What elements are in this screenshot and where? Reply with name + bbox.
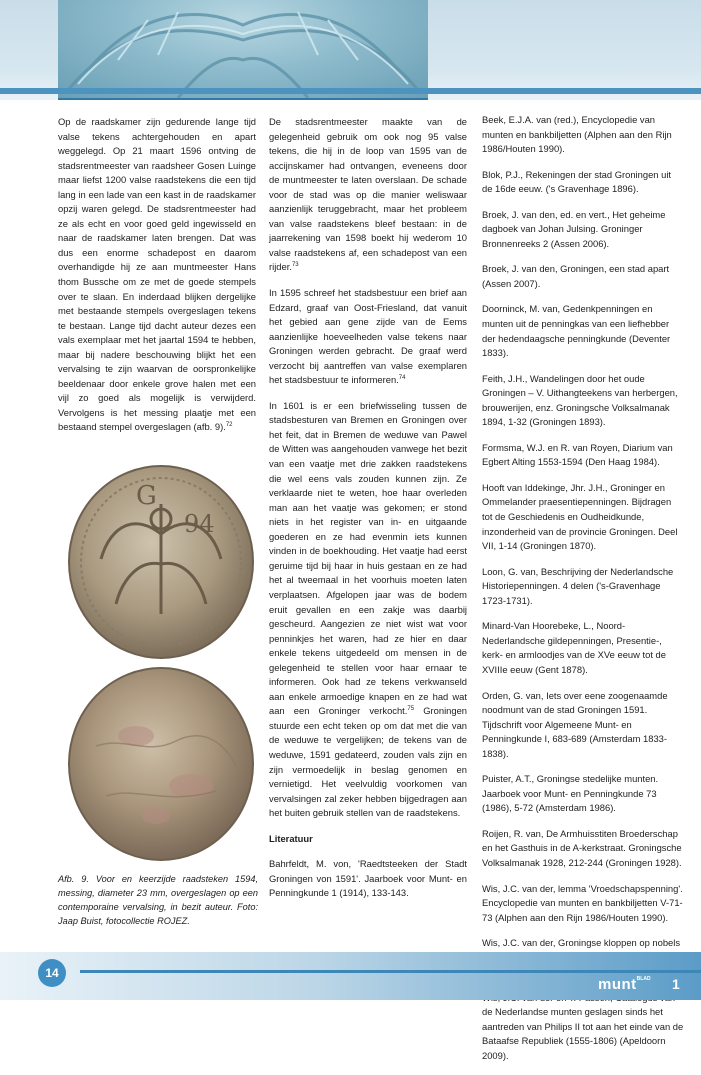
reference-entry: Broek, J. van den, Groningen, een stad apart (Assen 2007).: [482, 263, 670, 289]
column-1: [58, 115, 256, 446]
footer-rule: [80, 970, 701, 973]
reference-entry: Wis, J.C. van der, lemma 'Vroedschapspenning'. Encyclopedie van munten en bankbiljetten V-71-73 (Alphen aan den Rijn 1986/Houten 1990).: [482, 882, 683, 923]
column-2: [269, 115, 467, 912]
paragraph: De stadsrentmeester maakte van de gelegenheid gebruik om ook nog 95 valse tekens, die hij in de loop van 1595 van de accijnskamer had ontvangen, eveneens door de muntmeester te laten overslaan. De schade voor de stad was op die manier weliswaar aanzienlijk teruggebracht, maar het probleem van valse raadstekens bleef bestaan: in de jaarrekening van 1598 boekt hij wederom 10 valse raadstekens af, een schadepost van een rijder.$^{73}$: [269, 116, 467, 273]
logo-text: munt: [598, 976, 637, 993]
paragraph: Op de raadskamer zijn gedurende lange tijd valse tekens achtergehouden en apart weggelegd. Op 21 maart 1596 ontving de stadsrentmeester van raadsheer Gosen Luinge maar liefst 1200 valse raadstekens die een tijd lang in een lade van een kast in de raadskamer opzij waren gelegd. De stadsrentmeester had ze als echt en voor goed geld ingewisseld en naar de raadskamer laten brengen. Dat was dus een enorme schadepost en daarom overhandigde hij ze aan muntmeester Hans thom Bussche om ze met de goede stempels over te slaan. En inderdaad blijken dergelijke met bestaande stempels overgeslagen tekens te bestaan. Lange tijd dacht auteur dezes een vals exemplaar met het jaartal 1594 te hebben, maar bij nadere beschouwing blijkt het een vervalsing te zijn waarvan de oorspronkelijke beeldenaar door enkele grove halen met een vijl zo goed als mogelijk is verwijderd. Vervolgens is het messing plaatje met een bestaand stempel overgeslagen (afb. 9).$^{72}$: [58, 116, 256, 433]
coin-digits: 94: [184, 510, 215, 538]
header-coin-photo: [58, 0, 428, 100]
footnote-marker: 72: [225, 422, 233, 429]
logo-subtext: BLAD: [636, 976, 651, 982]
reference-entry: Orden, G. van, Iets over eene zoogenaamde noodmunt van de stad Groningen 1591. Tijdschrift voor Algemeene Munt- en Penningkunde I, 683-689 (Amsterdam 1833-1838).: [482, 689, 668, 759]
reference-entry: Doorninck, M. van, Gedenkpenningen en munten uit de penningkas van een liefhebber der hedendaagsche penningkunde (Deventer 1833).: [482, 303, 671, 359]
reference-entry: Bahrfeldt, M. von, 'Raedtsteeken der Stadt Groningen von 1591'. Jaarboek voor Munt- en Penningkunde 1 (1914), 133-143.: [269, 858, 467, 899]
reference-entry: de Nederlandse munten geslagen sinds het aantreden van Philips II tot aan het einde van de Bataafse Republiek (1555-1806) (Apeldoorn 2009).: [482, 1006, 684, 1061]
paragraph: In 1601 is er een briefwisseling tussen de stadsbesturen van Bremen en Groningen over het feit, dat in Bremen de weduwe van Pawel de Witten was aangehouden vanwege het bezit van een vaatje met drie zakken raadstekens die wel eens vals zouden kunnen zijn. Ze verklaarde niet te weten, hoe haar overleden man aan het vaatje was gekomen; er stond niets in het register van in- en uitgaande goederen en ze had evenmin iets kunnen vinden in de boekhouding. Het vaatje had eerst geruime tijd bij haar in huis gestaan en ze had het al tweemaal in het voorhuis moeten laten verplaatsen. Afgelopen jaar was de bodem eruit gevallen en een zakje was daarbij gescheurd. Aangezien ze niet wist wat voor penninkjes het waren, had ze hier en daar enkele tekens uitgedeeld om mensen in de gelegenheid te stellen voor haar ernaar te informeren. Ook had ze tekens verkwanseld aan enkele armoedige knapen en ze had wat aan een Groninger verkocht.$^{75}$ Groningen stuurde een echt teken op om dat met die van de weduwe te vergelijken; de tekens van de weduwe, 1591 gedateerd, zouden vals zijn en zijn vermoedelijk in beslag genomen en vernietigd. Het veelvuldig voorkomen van vervalsingen zal zeker hebben bijgedragen aan het buiten gebruik stellen van de raadstekens.: [269, 399, 468, 819]
eagle-relief-image: [58, 0, 428, 98]
issue-number: 1: [672, 976, 680, 992]
coin-obverse-image: [66, 464, 256, 660]
literature-heading: Literatuur: [269, 832, 313, 844]
magazine-logo: [598, 976, 651, 993]
column-3-references: [482, 113, 684, 1075]
header-rule: [0, 88, 701, 94]
reference-entry: Broek, J. van den, ed. en vert., Het geheime dagboek van Johan Julsing. Groninger Bronnenreeks 2 (Assen 2006).: [482, 208, 666, 249]
reference-entry: Formsma, W.J. en R. van Royen, Diarium van Egbert Alting 1553-1594 (Den Haag 1984).: [482, 441, 673, 468]
reference-entry: Wis, J.C. van der, Groningse kloppen op nobels: [482, 937, 681, 949]
reference-entry: Feith, J.H., Wandelingen door het oude Groningen – V. Uithangteekens van herbergen, brouwerijen, enz. Groningsche Volksalmanak 1894, 1-32 (Groningen 1893).: [482, 372, 678, 428]
footnote-marker: 73: [291, 262, 299, 269]
coin-letter: G: [136, 481, 157, 511]
page-number: 14: [38, 959, 66, 987]
reference-entry: Minard-Van Hoorebeke, L., Noord-Nederlandsche gildepenningen, Presentie-, kerk- en armloodjes van de XVe eeuw tot de XVIIIe eeuw (Gent 1878).: [482, 620, 666, 675]
reference-entry: Puister, A.T., Groningse stedelijke munten. Jaarboek voor Munt- en Penningkunde 73 (1986), 5-72 (Amsterdam 1986).: [482, 773, 659, 814]
footnote-marker: 75: [407, 706, 415, 713]
footnote-marker: 74: [398, 375, 406, 382]
coin-reverse-image: [66, 666, 256, 862]
reference-entry: Blok, P.J., Rekeningen der stad Groningen uit de 16de eeuw. ('s Gravenhage 1896).: [482, 168, 672, 195]
footer-band: [0, 952, 701, 1000]
reference-entry: Roijen, R. van, De Armhuisstiten Broederschap en het Gasthuis in de A-kerkstraat. Groningsche Volksalmanak 1928, 212-244 (Groningen 1928).: [482, 827, 682, 868]
paragraph: In 1595 schreef het stadsbestuur een brief aan Edzard, graaf van Oost-Friesland, dat vanuit het gebied aan gene zijde van de Eems aanzienlijke hoeveelheden valse tekens naar Groningen werden gebracht. De graaf werd verzocht bij aantreffen van valse exemplaren het stadsbestuur te informeren.$^{74}$: [269, 287, 467, 386]
header-banner: [0, 0, 701, 100]
reference-entry: Hooft van Iddekinge, Jhr. J.H., Groninger en Ommelander praesentiepenningen. Bijdragen tot de Geschiedenis en Oudheidkunde, inzonderheid van de provincie Groningen. Deel VII, 1-14 (Groningen 1870).: [482, 481, 678, 552]
reference-entry: Beek, E.J.A. van (red.), Encyclopedie van munten en bankbiljetten (Alphen aan den Rijn 1986/Houten 1990).: [482, 114, 672, 155]
reference-entry: Loon, G. van, Beschrijving der Nederlandsche Historiepenningen. 4 delen ('s-Gravenhage 1723-1731).: [482, 565, 674, 606]
figure-caption: Afb. 9. Voor en keerzijde raadsteken 1594, messing, diameter 23 mm, overgeslagen op een contemporaine vervalsing, in bezit auteur. Foto: Jaap Buist, fotocollectie ROJEZ.: [58, 874, 258, 926]
